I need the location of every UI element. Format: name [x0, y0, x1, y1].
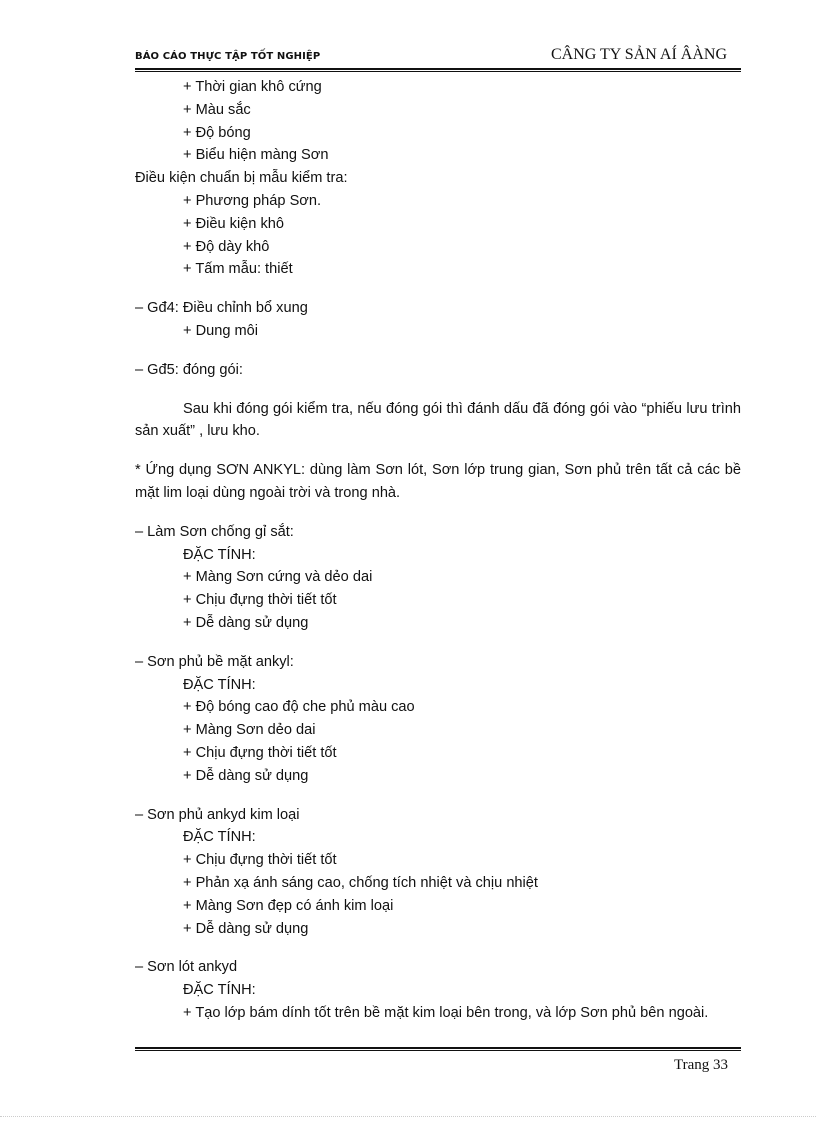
- header-company-name: CÂNG TY SẢN AÍ ÂÀNG: [550, 46, 727, 63]
- paragraph: + Tạo lớp bám dính tốt trên bề mặt kim loại bên trong, và lớp Sơn phủ bên ngoài.: [183, 1004, 709, 1021]
- text-line: Điều kiện chuẩn bị mẫu kiểm tra:: [135, 170, 348, 187]
- paragraph: Sau khi đóng gói kiểm tra, nếu đóng gói thì đánh dấu đã đóng gói vào “phiếu lưu trình sản xuất” , lưu kho.: [135, 400, 741, 440]
- section-heading: – Làm Sơn chống gỉ sắt:: [135, 523, 294, 540]
- text-line: + Màng Sơn cứng và dẻo dai: [183, 569, 373, 586]
- text-line: + Độ bóng: [183, 124, 251, 141]
- paragraph: * Ứng dụng SƠN ANKYL: dùng làm Sơn lót, Sơn lớp trung gian, Sơn phủ trên tất cả các bề mặt lim loại dùng ngoài trời và trong nhà.: [135, 462, 741, 501]
- header-rule: [135, 68, 741, 72]
- text-line: + Dễ dàng sử dụng: [183, 614, 309, 631]
- text-line: + Chịu đựng thời tiết tốt: [183, 744, 337, 761]
- section-heading: – Gđ5: đóng gói:: [135, 361, 243, 378]
- section-heading: – Gđ4: Điều chỉnh bổ xung: [135, 300, 308, 317]
- page-header: [135, 46, 741, 68]
- text-line: + Dung môi: [183, 322, 259, 339]
- section-heading: – Sơn phủ bề mặt ankyl:: [135, 653, 294, 670]
- page-number: Trang 33: [673, 1057, 728, 1073]
- footer-rule: [135, 1047, 741, 1051]
- text-line: + Biểu hiện màng Sơn: [183, 147, 329, 164]
- text-line: + Điều kiện khô: [183, 215, 285, 232]
- text-line: + Phương pháp Sơn.: [183, 192, 322, 209]
- header-report-title: BÁO CÁO THỰC TẬP TỐT NGHIỆP: [135, 51, 321, 62]
- text-line: + Phản xạ ánh sáng cao, chống tích nhiệt và chịu nhiệt: [183, 874, 538, 891]
- text-line: + Màng Sơn đẹp có ánh kim loại: [183, 897, 394, 914]
- subheading: ĐẶC TÍNH:: [183, 676, 256, 693]
- subheading: ĐẶC TÍNH:: [183, 982, 256, 999]
- text-line: + Độ dày khô: [183, 238, 270, 255]
- text-line: + Dễ dàng sử dụng: [183, 767, 309, 784]
- text-line: + Dễ dàng sử dụng: [183, 920, 309, 937]
- text-line: + Thời gian khô cứng: [183, 79, 322, 95]
- text-line: + Màng Sơn dẻo dai: [183, 722, 316, 739]
- text-line: + Tấm mẫu: thiết: [183, 261, 293, 278]
- text-line: + Chịu đựng thời tiết tốt: [183, 592, 337, 609]
- subheading: ĐẶC TÍNH:: [183, 829, 256, 846]
- text-line: + Độ bóng cao độ che phủ màu cao: [183, 699, 415, 716]
- subheading: ĐẶC TÍNH:: [183, 546, 256, 563]
- section-heading: – Sơn lót ankyd: [135, 959, 238, 976]
- text-line: + Màu sắc: [183, 101, 251, 118]
- page-edge: [0, 1116, 816, 1117]
- text-line: + Chịu đựng thời tiết tốt: [183, 852, 337, 869]
- page-body: [135, 76, 741, 1025]
- section-heading: – Sơn phủ ankyd kim loại: [135, 806, 300, 823]
